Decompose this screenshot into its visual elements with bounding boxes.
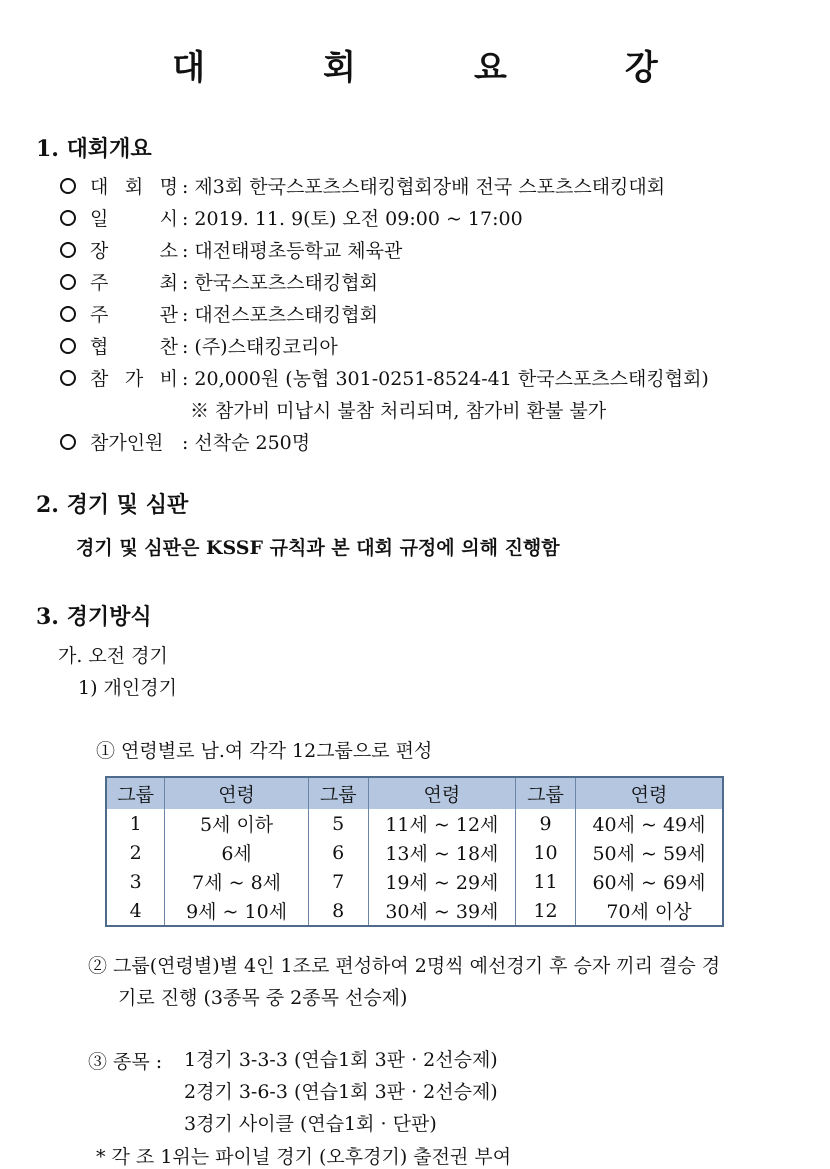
circle-bullet-icon [60, 370, 76, 386]
overview-item-sponsor: 협 찬 : (주)스태킹코리아 [60, 332, 338, 359]
circle-bullet-icon [60, 434, 76, 450]
circle-bullet-icon [60, 178, 76, 194]
overview-item-name: 대 회 명 : 제3회 한국스포츠스태킹협회장배 전국 스포츠스태킹대회 [60, 172, 665, 199]
table-cell: 3 [106, 867, 165, 896]
overview-value: 대전스포츠스태킹협회 [194, 304, 378, 326]
table-cell: 60세 ~ 69세 [575, 867, 723, 896]
fee-note: ※ 참가비 미납시 불참 처리되며, 참가비 환불 불가 [190, 400, 607, 422]
table-cell: 30세 ~ 39세 [368, 896, 515, 926]
table-header-row [106, 777, 723, 809]
table-cell: 6 [308, 838, 368, 867]
table-header: 연령 [368, 777, 515, 809]
event-item: 2경기 3-6-3 (연습1회 3판 · 2선승제) [184, 1081, 498, 1103]
title-char: 요 [474, 48, 507, 88]
circle-bullet-icon [60, 274, 76, 290]
overview-item-fee: 참 가 비 : 20,000원 (농협 301-0251-8524-41 한국스포츠스태킹협회) [60, 364, 709, 391]
table-row [106, 809, 723, 838]
event-item: 3경기 사이클 (연습1회 · 단판) [184, 1113, 437, 1135]
subheading-individual: 1) 개인경기 [78, 677, 177, 699]
overview-value: 한국스포츠스태킹협회 [194, 272, 378, 294]
point-2-line: 기로 진행 (3종목 중 2종목 선승제) [118, 987, 408, 1009]
overview-item-participants: 참가인원 : 선착순 250명 [60, 428, 310, 455]
table-cell: 9 [516, 809, 576, 838]
table-cell: 70세 이상 [575, 896, 723, 926]
table-cell: 11세 ~ 12세 [368, 809, 515, 838]
rules-text: 경기 및 심판은 KSSF 규칙과 본 대회 규정에 의해 진행함 [76, 537, 560, 559]
circle-bullet-icon [60, 242, 76, 258]
table-row [106, 867, 723, 896]
section3-heading: 3. 경기방식 [36, 604, 152, 630]
table-row [106, 896, 723, 926]
table-header: 그룹 [308, 777, 368, 809]
point-3-label: ③ 종목 : [88, 1051, 163, 1073]
overview-item-organizer: 주 관 : 대전스포츠스태킹협회 [60, 300, 378, 327]
table-cell: 5세 이하 [165, 809, 308, 838]
title-char: 회 [323, 48, 356, 88]
section1-heading: 1. 대회개요 [36, 136, 152, 162]
age-group-table [105, 776, 724, 927]
table-cell: 6세 [165, 838, 308, 867]
event-item: 1경기 3-3-3 (연습1회 3판 · 2선승제) [184, 1049, 498, 1071]
table-header: 그룹 [106, 777, 165, 809]
final-note: * 각 조 1위는 파이널 경기 (오후경기) 출전권 부여 [96, 1146, 512, 1168]
table-header: 연령 [575, 777, 723, 809]
table-cell: 7 [308, 867, 368, 896]
overview-value: (주)스태킹코리아 [194, 336, 338, 358]
overview-item-date: 일 시 : 2019. 11. 9(토) 오전 09:00 ~ 17:00 [60, 204, 523, 231]
table-cell: 12 [516, 896, 576, 926]
table-header: 그룹 [516, 777, 576, 809]
overview-value: 대전태평초등학교 체육관 [194, 240, 403, 262]
table-cell: 11 [516, 867, 576, 896]
overview-value: 20,000원 (농협 301-0251-8524-41 한국스포츠스태킹협회) [194, 368, 709, 390]
table-cell: 1 [106, 809, 165, 838]
point-1: ① 연령별로 남.여 각각 12그룹으로 편성 [96, 740, 433, 762]
table-cell: 8 [308, 896, 368, 926]
section2-heading: 2. 경기 및 심판 [36, 492, 189, 518]
event-list [184, 1044, 498, 1140]
table-cell: 50세 ~ 59세 [575, 838, 723, 867]
circle-bullet-icon [60, 338, 76, 354]
table-cell: 4 [106, 896, 165, 926]
table-cell: 5 [308, 809, 368, 838]
table-cell: 13세 ~ 18세 [368, 838, 515, 867]
table-cell: 2 [106, 838, 165, 867]
title-char: 강 [624, 48, 658, 88]
table-row [106, 838, 723, 867]
document-title [0, 40, 830, 89]
title-char: 대 [172, 48, 206, 88]
table-header: 연령 [165, 777, 308, 809]
table-cell: 9세 ~ 10세 [165, 896, 308, 926]
overview-value: 제3회 한국스포츠스태킹협회장배 전국 스포츠스태킹대회 [194, 176, 666, 198]
overview-value: 2019. 11. 9(토) 오전 09:00 ~ 17:00 [194, 208, 523, 230]
point-2 [88, 950, 803, 1014]
circle-bullet-icon [60, 306, 76, 322]
table-cell: 7세 ~ 8세 [165, 867, 308, 896]
overview-item-host: 주 최 : 한국스포츠스태킹협회 [60, 268, 378, 295]
subheading-morning: 가. 오전 경기 [58, 645, 168, 667]
table-cell: 10 [516, 838, 576, 867]
point-2-line: ② 그룹(연령별)별 4인 1조로 편성하여 2명씩 예선경기 후 승자 끼리 결승 경 [88, 955, 721, 977]
overview-value: 선착순 250명 [194, 432, 311, 454]
table-cell: 19세 ~ 29세 [368, 867, 515, 896]
table-cell: 40세 ~ 49세 [575, 809, 723, 838]
overview-item-venue: 장 소 : 대전태평초등학교 체육관 [60, 236, 402, 263]
circle-bullet-icon [60, 210, 76, 226]
